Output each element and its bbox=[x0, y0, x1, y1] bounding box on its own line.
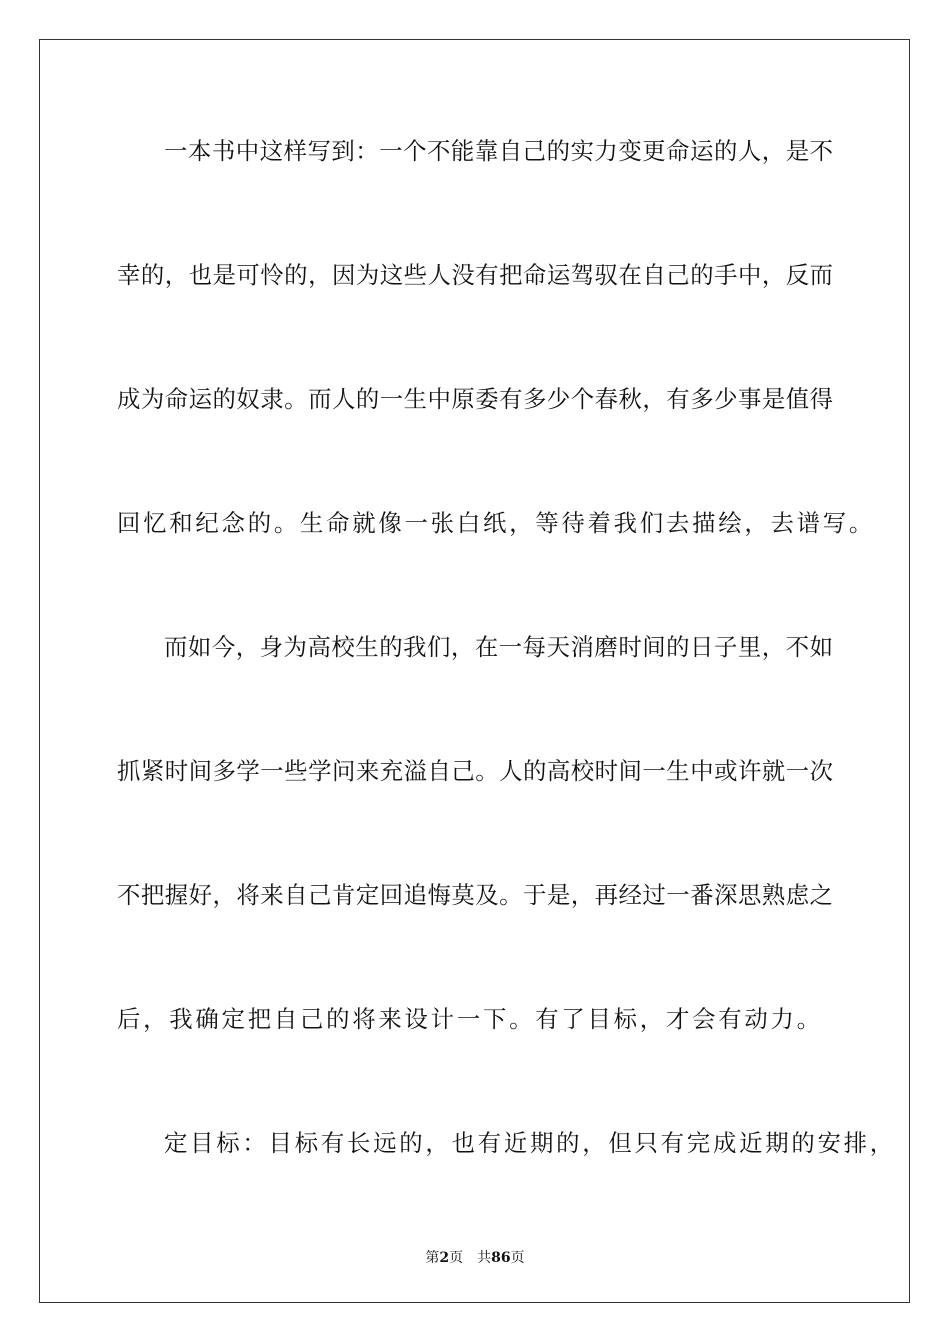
footer-prefix: 第 bbox=[425, 1250, 440, 1266]
text-line: 不把握好，将来自己肯定回追悔莫及。于是，再经过一番深思熟虑之 bbox=[117, 881, 833, 909]
text-line: 后，我确定把自己的将来设计一下。有了目标，才会有动力。 bbox=[117, 1005, 823, 1033]
page-border bbox=[39, 39, 910, 1303]
total-pages-number: 86 bbox=[491, 1250, 511, 1266]
footer-suffix: 页 bbox=[510, 1250, 525, 1266]
text-line: 回忆和纪念的。生命就像一张白纸，等待着我们去描绘，去谱写。 bbox=[117, 509, 876, 537]
footer-middle: 页 共 bbox=[449, 1250, 492, 1266]
text-line: 抓紧时间多学一些学问来充溢自己。人的高校时间一生中或许就一次 bbox=[117, 757, 833, 785]
page-footer bbox=[0, 1247, 950, 1267]
text-line: 一本书中这样写到：一个不能靠自己的实力变更命运的人，是不 bbox=[164, 137, 833, 165]
current-page-number: 2 bbox=[439, 1250, 450, 1266]
text-line: 而如今，身为高校生的我们，在一每天消磨时间的日子里，不如 bbox=[164, 633, 833, 661]
text-line: 幸的，也是可怜的，因为这些人没有把命运驾驭在自己的手中，反而 bbox=[117, 261, 833, 289]
text-line: 成为命运的奴隶。而人的一生中原委有多少个春秋，有多少事是值得 bbox=[117, 385, 833, 413]
text-line: 定目标：目标有长远的，也有近期的，但只有完成近期的安排， bbox=[164, 1129, 896, 1157]
